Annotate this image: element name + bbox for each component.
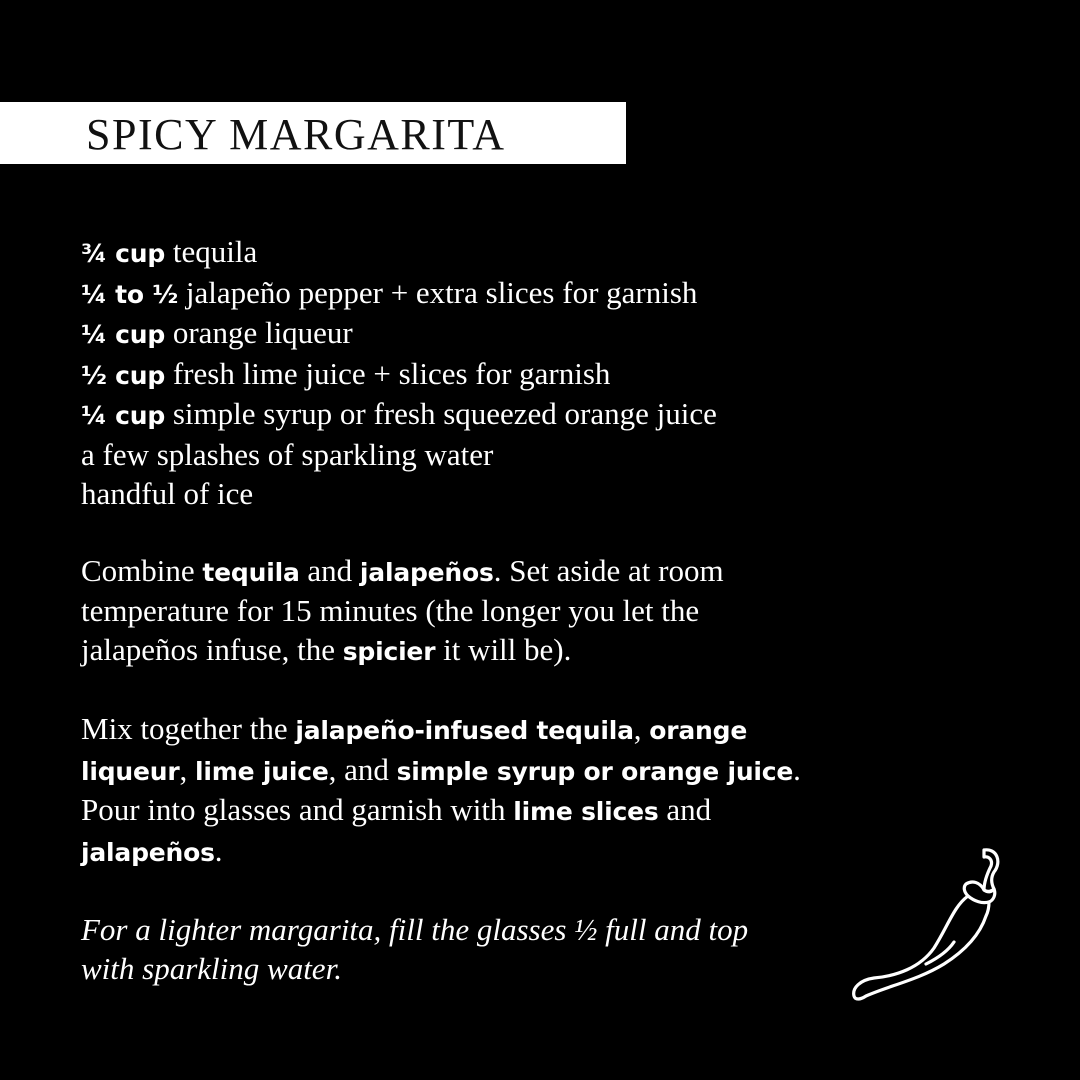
- bold-term: jalapeños: [81, 837, 215, 867]
- instruction-line: [81, 832, 881, 873]
- spacer: [81, 513, 881, 552]
- instruction-step-2: [81, 710, 881, 872]
- bold-term: lime juice: [195, 756, 329, 786]
- text-run: ,: [179, 751, 196, 787]
- bold-term: tequila: [202, 557, 300, 587]
- text-run: ,: [633, 711, 650, 747]
- text-run: temperature for 15 minutes (the longer you let the: [81, 593, 700, 629]
- bold-term: orange: [649, 716, 748, 746]
- spacer: [81, 672, 881, 711]
- instruction-line: [81, 791, 881, 832]
- ingredient-item: [81, 395, 881, 436]
- text-run: Pour into glasses and garnish with: [81, 792, 514, 828]
- note-line: For a lighter margarita, fill the glasses ½ full and top: [81, 912, 749, 948]
- ingredient-item: [81, 475, 881, 514]
- instruction-line: [81, 552, 881, 593]
- spacer: [81, 873, 881, 912]
- text-run: and: [658, 792, 712, 828]
- ingredient-name: a few splashes of sparkling water: [81, 436, 494, 472]
- ingredient-name: tequila: [165, 234, 258, 269]
- ingredient-item: [81, 274, 881, 315]
- ingredient-item: [81, 314, 881, 355]
- instruction-step-1: [81, 552, 881, 672]
- bold-term: spicier: [342, 636, 436, 666]
- instruction-line: [81, 710, 881, 751]
- ingredient-name: fresh lime juice + slices for garnish: [165, 355, 611, 391]
- ingredient-amount: ¾ cup: [81, 239, 166, 268]
- text-run: Combine: [81, 552, 203, 588]
- ingredient-amount: ¼ cup: [81, 320, 166, 350]
- ingredient-item: [81, 436, 881, 475]
- instruction-line: [81, 592, 881, 631]
- jalapeno-pepper-icon: [848, 846, 1008, 1006]
- text-run: jalapeños infuse, the: [81, 631, 343, 667]
- recipe-content: [81, 233, 881, 988]
- bold-term: jalapeño-infused tequila: [295, 716, 634, 746]
- title-banner: [0, 102, 626, 164]
- note-line: with sparkling water.: [81, 950, 342, 986]
- ingredient-name: jalapeño pepper + extra slices for garnish: [178, 274, 698, 310]
- tip-note: [81, 911, 881, 988]
- ingredient-name: handful of ice: [81, 475, 254, 511]
- text-run: and: [299, 552, 360, 588]
- text-run: it will be).: [435, 631, 572, 667]
- bold-term: liqueur: [81, 756, 180, 786]
- text-run: Mix together the: [81, 711, 296, 747]
- bold-term: lime slices: [513, 797, 659, 827]
- instruction-line: [81, 631, 881, 672]
- ingredient-item: [81, 355, 881, 396]
- text-run: . Set aside at room: [493, 552, 724, 588]
- bold-term: jalapeños: [359, 557, 494, 587]
- bold-term: simple syrup or orange juice: [396, 756, 794, 786]
- ingredient-amount: ¼ cup: [81, 401, 166, 431]
- ingredient-name: simple syrup or fresh squeezed orange juice: [165, 396, 717, 432]
- text-run: .: [214, 832, 223, 868]
- ingredient-name: orange liqueur: [165, 315, 353, 351]
- text-run: , and: [328, 751, 397, 787]
- text-run: .: [793, 751, 801, 787]
- recipe-title: SPICY MARGARITA: [86, 110, 506, 159]
- ingredient-amount: ¼ to ½: [81, 279, 179, 309]
- ingredients-list: [81, 233, 881, 513]
- instruction-line: [81, 751, 881, 792]
- ingredient-item: [81, 233, 881, 274]
- ingredient-amount: ½ cup: [81, 360, 166, 390]
